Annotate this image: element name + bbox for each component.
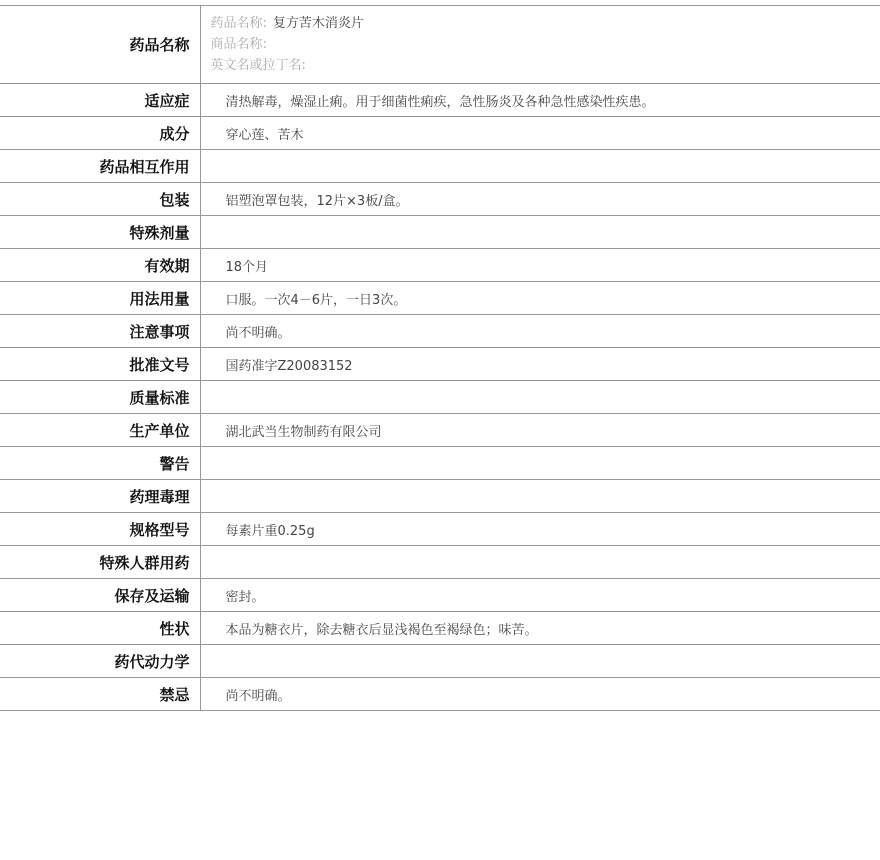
manufacturer-label: 生产单位 bbox=[0, 414, 200, 447]
pharmacology-row bbox=[0, 480, 880, 513]
warning-value bbox=[200, 447, 880, 480]
specification-row bbox=[0, 513, 880, 546]
pharmacokinetics-value bbox=[200, 645, 880, 678]
warning-label: 警告 bbox=[0, 447, 200, 480]
special-populations-value bbox=[200, 546, 880, 579]
trade-name-key: 商品名称: bbox=[210, 37, 267, 52]
special-populations-row bbox=[0, 546, 880, 579]
packaging-value: 铝塑泡罩包装，12片×3板/盒。 bbox=[200, 183, 880, 216]
packaging-label: 包装 bbox=[0, 183, 200, 216]
drug-spec-table bbox=[0, 5, 880, 711]
ingredients-value: 穿心莲、苦木 bbox=[200, 117, 880, 150]
description-value: 本品为糖衣片，除去糖衣后显浅褐色至褐绿色；味苦。 bbox=[200, 612, 880, 645]
dosage-value: 口服。一次4－6片，一日3次。 bbox=[200, 282, 880, 315]
special-dosage-label: 特殊剂量 bbox=[0, 216, 200, 249]
approval-number-row bbox=[0, 348, 880, 381]
storage-row bbox=[0, 579, 880, 612]
drug-name-label: 药品名称 bbox=[0, 6, 200, 84]
indications-value: 清热解毒，燥湿止痢。用于细菌性痢疾，急性肠炎及各种急性感染性疾患。 bbox=[200, 84, 880, 117]
manufacturer-value: 湖北武当生物制药有限公司 bbox=[200, 414, 880, 447]
shelf-life-value: 18个月 bbox=[200, 249, 880, 282]
generic-name-line bbox=[211, 13, 880, 34]
shelf-life-row bbox=[0, 249, 880, 282]
pharmacokinetics-label: 药代动力学 bbox=[0, 645, 200, 678]
contraindications-value: 尚不明确。 bbox=[200, 678, 880, 711]
specification-label: 规格型号 bbox=[0, 513, 200, 546]
warning-row bbox=[0, 447, 880, 480]
drug-interactions-row bbox=[0, 150, 880, 183]
indications-row bbox=[0, 84, 880, 117]
generic-name-value: 复方苦木消炎片 bbox=[272, 16, 364, 31]
pharmacology-value bbox=[200, 480, 880, 513]
indications-label: 适应症 bbox=[0, 84, 200, 117]
storage-value: 密封。 bbox=[200, 579, 880, 612]
drug-name-row bbox=[0, 6, 880, 84]
ingredients-label: 成分 bbox=[0, 117, 200, 150]
manufacturer-row bbox=[0, 414, 880, 447]
english-name-key: 英文名或拉丁名: bbox=[210, 58, 306, 73]
special-populations-label: 特殊人群用药 bbox=[0, 546, 200, 579]
description-row bbox=[0, 612, 880, 645]
quality-standard-row bbox=[0, 381, 880, 414]
trade-name-line bbox=[211, 34, 880, 55]
quality-standard-value bbox=[200, 381, 880, 414]
storage-label: 保存及运输 bbox=[0, 579, 200, 612]
specification-value: 每素片重0.25g bbox=[200, 513, 880, 546]
precautions-label: 注意事项 bbox=[0, 315, 200, 348]
contraindications-label: 禁忌 bbox=[0, 678, 200, 711]
quality-standard-label: 质量标准 bbox=[0, 381, 200, 414]
drug-interactions-label: 药品相互作用 bbox=[0, 150, 200, 183]
english-name-line bbox=[211, 55, 880, 76]
approval-number-value: 国药准字Z20083152 bbox=[200, 348, 880, 381]
dosage-label: 用法用量 bbox=[0, 282, 200, 315]
precautions-value: 尚不明确。 bbox=[200, 315, 880, 348]
dosage-row bbox=[0, 282, 880, 315]
precautions-row bbox=[0, 315, 880, 348]
drug-interactions-value bbox=[200, 150, 880, 183]
generic-name-key: 药品名称: bbox=[210, 16, 267, 31]
shelf-life-label: 有效期 bbox=[0, 249, 200, 282]
drug-name-values bbox=[200, 6, 880, 84]
ingredients-row bbox=[0, 117, 880, 150]
pharmacokinetics-row bbox=[0, 645, 880, 678]
special-dosage-row bbox=[0, 216, 880, 249]
description-label: 性状 bbox=[0, 612, 200, 645]
approval-number-label: 批准文号 bbox=[0, 348, 200, 381]
pharmacology-label: 药理毒理 bbox=[0, 480, 200, 513]
packaging-row bbox=[0, 183, 880, 216]
contraindications-row bbox=[0, 678, 880, 711]
special-dosage-value bbox=[200, 216, 880, 249]
